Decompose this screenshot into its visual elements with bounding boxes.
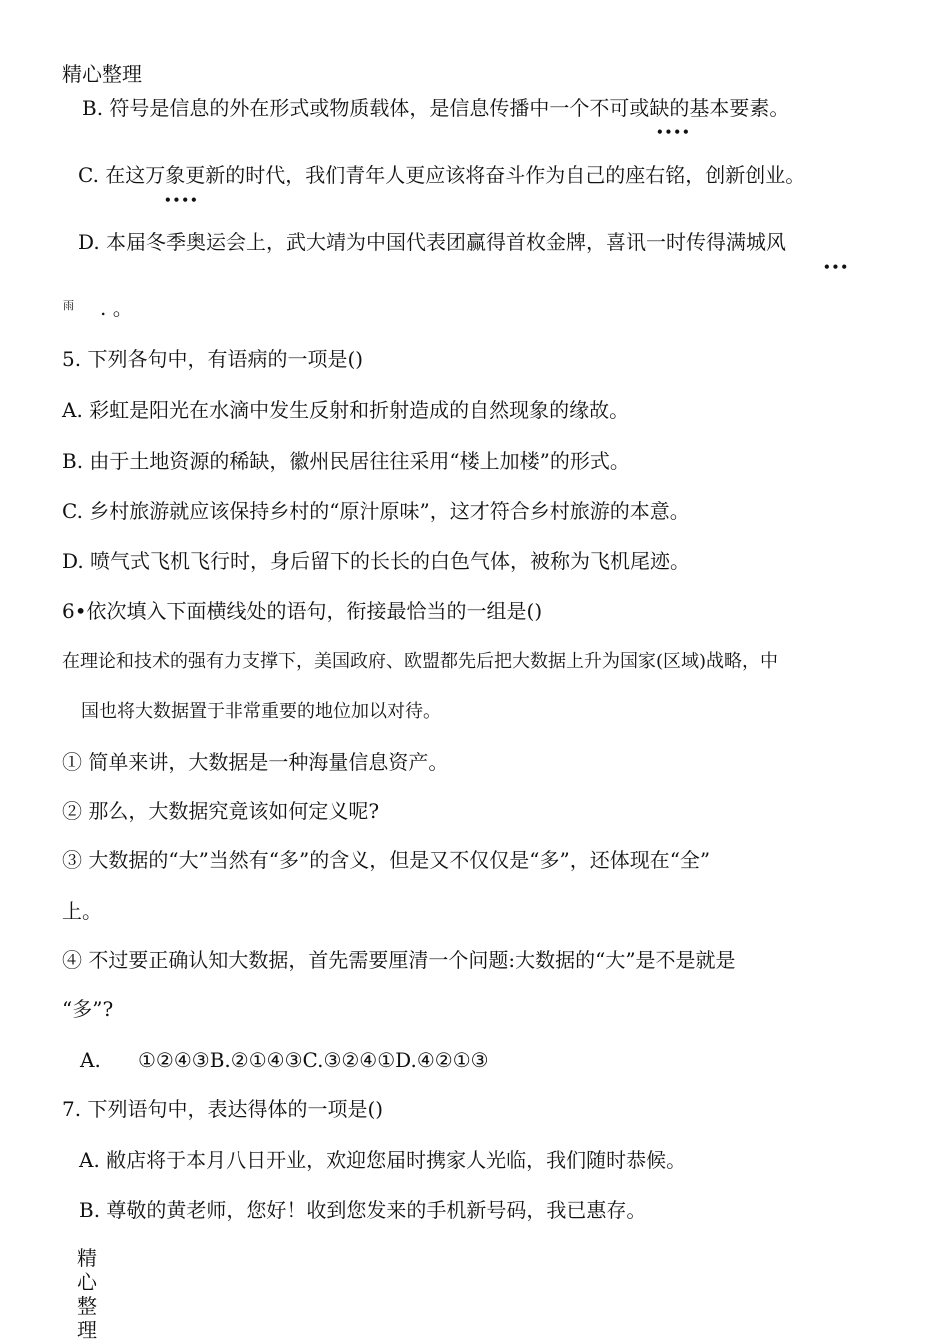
q7-stem: 7. 下列语句中，表达得体的一项是() <box>62 1097 384 1121</box>
footer-char: 心 <box>77 1270 97 1294</box>
q5-option-b: B. 由于土地资源的稀缺，徽州民居往往采用“楼上加楼”的形式。 <box>62 449 630 473</box>
emphasis-dots: ••• <box>823 260 850 274</box>
q6-sentence-4-continued: “多”? <box>62 997 114 1021</box>
q5-stem: 5. 下列各句中，有语病的一项是() <box>62 347 364 371</box>
q6-passage-line-2: 国也将大数据置于非常重要的地位加以对待。 <box>81 701 441 722</box>
page-footer-vertical <box>76 1246 98 1342</box>
q6-sentence-3: ③ 大数据的“大”当然有“多”的含义，但是又不仅仅是“多”，还体现在“全” <box>62 848 711 872</box>
q5-option-c: C. 乡村旅游就应该保持乡村的“原汁原味”，这才符合乡村旅游的本意。 <box>62 499 690 523</box>
q7-option-b: B. 尊敬的黄老师，您好！收到您发来的手机新号码，我已惠存。 <box>79 1198 647 1222</box>
q7-option-a: A. 敝店将于本月八日开业，欢迎您届时携家人光临，我们随时恭候。 <box>79 1148 687 1172</box>
footer-char: 整 <box>77 1294 97 1318</box>
q6-sentence-2: ② 那么，大数据究竟该如何定义呢? <box>62 799 380 823</box>
q4-option-d-end: . 。 <box>100 296 133 320</box>
q6-stem: 6•依次填入下面横线处的语句，衔接最恰当的一组是() <box>62 599 543 623</box>
q4-option-d-continued: 雨 <box>63 299 74 312</box>
q6-passage-line-1: 在理论和技术的强有力支撑下，美国政府、欧盟都先后把大数据上升为国家(区域)战略，中 <box>62 651 779 672</box>
footer-char: 理 <box>77 1318 97 1342</box>
q6-sentence-1: ① 简单来讲，大数据是一种海量信息资产。 <box>62 750 449 774</box>
emphasis-dots: •••• <box>164 193 199 207</box>
q4-option-c: C. 在这万象更新的时代，我们青年人更应该将奋斗作为自己的座右铭，创新创业。 <box>78 163 806 187</box>
q5-option-d: D. 喷气式飞机飞行时，身后留下的长长的白色气体，被称为飞机尾迹。 <box>62 549 691 573</box>
footer-char: 精 <box>77 1246 97 1270</box>
emphasis-dots: •••• <box>656 125 691 139</box>
page-header: 精心整理 <box>62 62 142 86</box>
q5-option-a: A. 彩虹是阳光在水滴中发生反射和折射造成的自然现象的缘故。 <box>62 398 630 422</box>
q6-options: ①②④③B.②①④③C.③②④①D.④②①③ <box>138 1048 489 1072</box>
q6-options-label: A. <box>80 1048 101 1072</box>
q6-sentence-4: ④ 不过要正确认知大数据，首先需要厘清一个问题:大数据的“大”是不是就是 <box>62 948 736 972</box>
q4-option-b: B. 符号是信息的外在形式或物质载体，是信息传播中一个不可或缺的基本要素。 <box>82 96 790 120</box>
q4-option-d: D. 本届冬季奥运会上，武大靖为中国代表团赢得首枚金牌，喜讯一时传得满城风 <box>78 230 787 254</box>
q6-sentence-3-continued: 上。 <box>62 899 102 923</box>
